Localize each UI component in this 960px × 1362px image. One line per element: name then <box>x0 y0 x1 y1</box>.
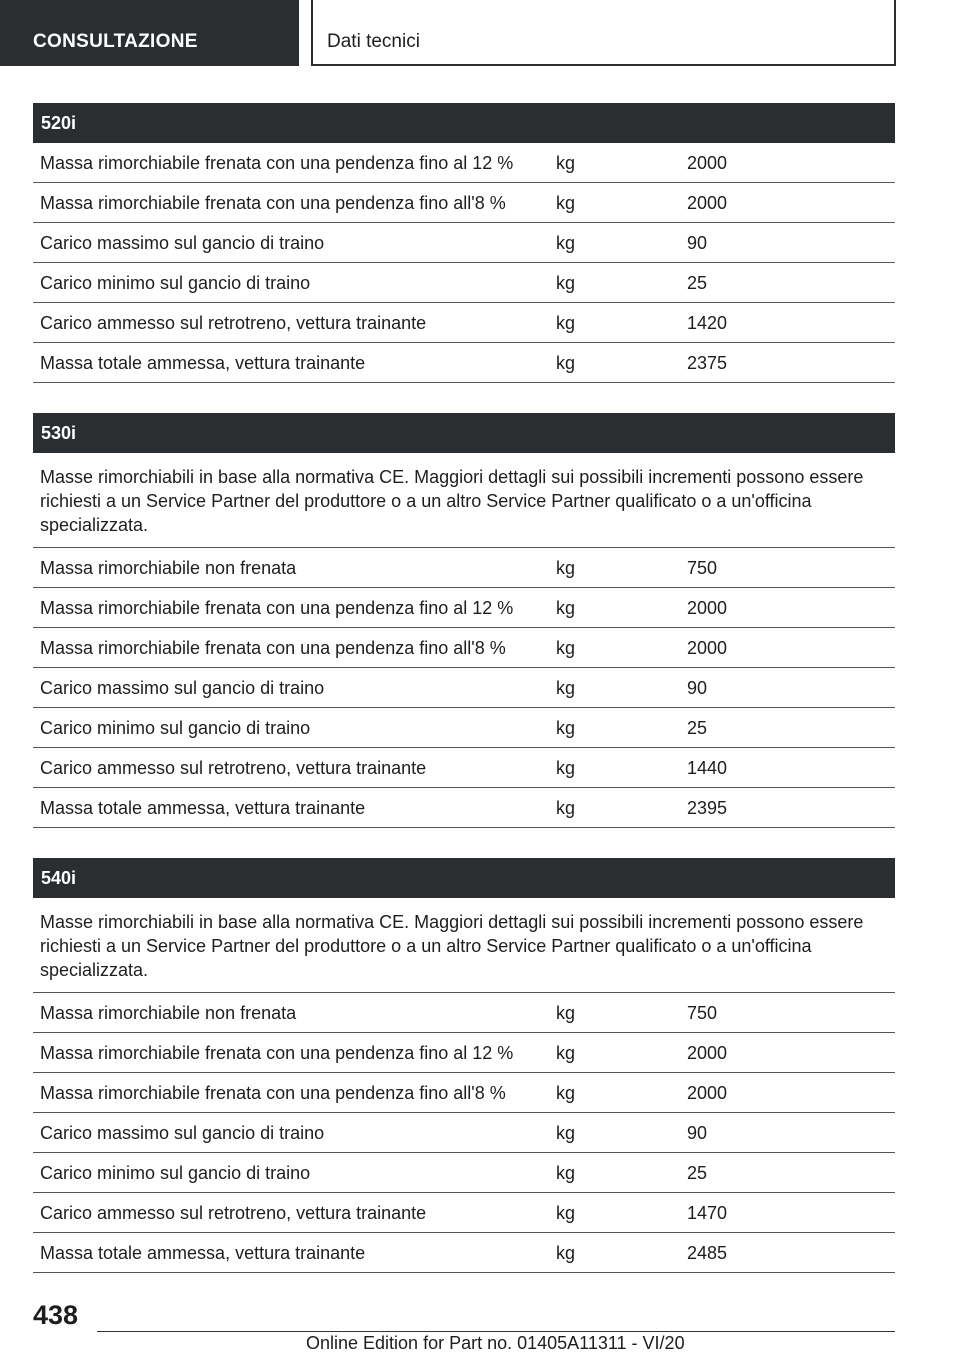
row-unit: kg <box>556 678 576 698</box>
row-label: Massa rimorchiabile frenata con una pendenza fino all'8 % <box>40 193 506 213</box>
row-unit: kg <box>556 273 576 293</box>
row-label: Carico minimo sul gancio di traino <box>40 1163 311 1183</box>
table-row <box>33 223 895 263</box>
table-row <box>33 668 895 708</box>
row-unit: kg <box>556 1003 576 1023</box>
row-value: 2000 <box>687 153 728 173</box>
section-title: CONSULTAZIONE <box>0 0 299 66</box>
row-value: 1440 <box>687 758 728 778</box>
table-row <box>33 263 895 303</box>
row-unit: kg <box>556 1043 576 1063</box>
row-value: 2000 <box>687 598 728 618</box>
row-label: Carico ammesso sul retrotreno, vettura trainante <box>40 1203 427 1223</box>
row-unit: kg <box>556 193 576 213</box>
row-value: 25 <box>687 273 708 293</box>
model-heading: 530i <box>33 413 895 453</box>
table-row <box>33 1033 895 1073</box>
table-row <box>33 628 895 668</box>
row-value: 2395 <box>687 798 728 818</box>
spec-content <box>33 103 895 1303</box>
spec-block-530i <box>33 413 895 828</box>
row-value: 2485 <box>687 1243 728 1263</box>
row-value: 2000 <box>687 193 728 213</box>
row-unit: kg <box>556 798 576 818</box>
row-unit: kg <box>556 1203 576 1223</box>
table-row <box>33 788 895 828</box>
row-label: Massa rimorchiabile non frenata <box>40 1003 297 1023</box>
row-unit: kg <box>556 1243 576 1263</box>
row-unit: kg <box>556 558 576 578</box>
row-unit: kg <box>556 1163 576 1183</box>
table-row <box>33 183 895 223</box>
row-value: 2000 <box>687 1043 728 1063</box>
row-value: 2000 <box>687 1083 728 1103</box>
table-row <box>33 1153 895 1193</box>
row-label: Massa rimorchiabile frenata con una pendenza fino all'8 % <box>40 1083 506 1103</box>
spec-block-540i <box>33 858 895 1273</box>
footer-divider <box>97 1331 895 1332</box>
row-label: Massa rimorchiabile frenata con una pendenza fino al 12 % <box>40 1043 514 1063</box>
row-value: 25 <box>687 718 708 738</box>
spec-block-520i <box>33 103 895 383</box>
table-row <box>33 993 895 1033</box>
row-label: Carico minimo sul gancio di traino <box>40 718 311 738</box>
table-row <box>33 143 895 183</box>
row-label: Massa totale ammessa, vettura trainante <box>40 1243 366 1263</box>
edition-note: Online Edition for Part no. 01405A11311 - VI/20 <box>306 1333 685 1353</box>
table-row <box>33 303 895 343</box>
row-value: 1470 <box>687 1203 728 1223</box>
row-unit: kg <box>556 1083 576 1103</box>
table-row <box>33 748 895 788</box>
table-row <box>33 1233 895 1273</box>
row-label: Massa totale ammessa, vettura trainante <box>40 353 366 373</box>
table-row <box>33 1113 895 1153</box>
regulation-note: Masse rimorchiabili in base alla normativa CE. Maggiori dettagli sui possibili incrementi possono essere richiesti a un Service Partner del produttore o a un altro Service Partner qualificato o a un'officina specializzata. <box>33 453 895 548</box>
row-value: 90 <box>687 1123 708 1143</box>
row-unit: kg <box>556 638 576 658</box>
row-value: 90 <box>687 678 708 698</box>
row-unit: kg <box>556 1123 576 1143</box>
row-label: Massa rimorchiabile non frenata <box>40 558 297 578</box>
row-label: Massa rimorchiabile frenata con una pendenza fino al 12 % <box>40 153 514 173</box>
row-value: 750 <box>687 1003 718 1023</box>
row-unit: kg <box>556 233 576 253</box>
row-unit: kg <box>556 313 576 333</box>
row-value: 1420 <box>687 313 728 333</box>
row-unit: kg <box>556 598 576 618</box>
row-unit: kg <box>556 353 576 373</box>
row-value: 750 <box>687 558 718 578</box>
table-row <box>33 1073 895 1113</box>
row-label: Carico ammesso sul retrotreno, vettura trainante <box>40 758 427 778</box>
model-heading: 520i <box>33 103 895 143</box>
table-row <box>33 1193 895 1233</box>
row-label: Carico ammesso sul retrotreno, vettura trainante <box>40 313 427 333</box>
row-value: 2000 <box>687 638 728 658</box>
row-unit: kg <box>556 718 576 738</box>
row-label: Carico minimo sul gancio di traino <box>40 273 311 293</box>
table-row <box>33 548 895 588</box>
row-label: Carico massimo sul gancio di traino <box>40 678 325 698</box>
regulation-note: Masse rimorchiabili in base alla normativa CE. Maggiori dettagli sui possibili incrementi possono essere richiesti a un Service Partner del produttore o a un altro Service Partner qualificato o a un'officina specializzata. <box>33 898 895 993</box>
row-label: Massa rimorchiabile frenata con una pendenza fino all'8 % <box>40 638 506 658</box>
row-value: 2375 <box>687 353 728 373</box>
table-row <box>33 588 895 628</box>
row-value: 90 <box>687 233 708 253</box>
model-heading: 540i <box>33 858 895 898</box>
row-label: Carico massimo sul gancio di traino <box>40 233 325 253</box>
row-label: Carico massimo sul gancio di traino <box>40 1123 325 1143</box>
table-row <box>33 343 895 383</box>
chapter-title: Dati tecnici <box>311 0 896 66</box>
row-value: 25 <box>687 1163 708 1183</box>
table-row <box>33 708 895 748</box>
row-unit: kg <box>556 758 576 778</box>
page-number: 438 <box>33 1300 79 1330</box>
row-label: Massa rimorchiabile frenata con una pendenza fino al 12 % <box>40 598 514 618</box>
row-label: Massa totale ammessa, vettura trainante <box>40 798 366 818</box>
row-unit: kg <box>556 153 576 173</box>
